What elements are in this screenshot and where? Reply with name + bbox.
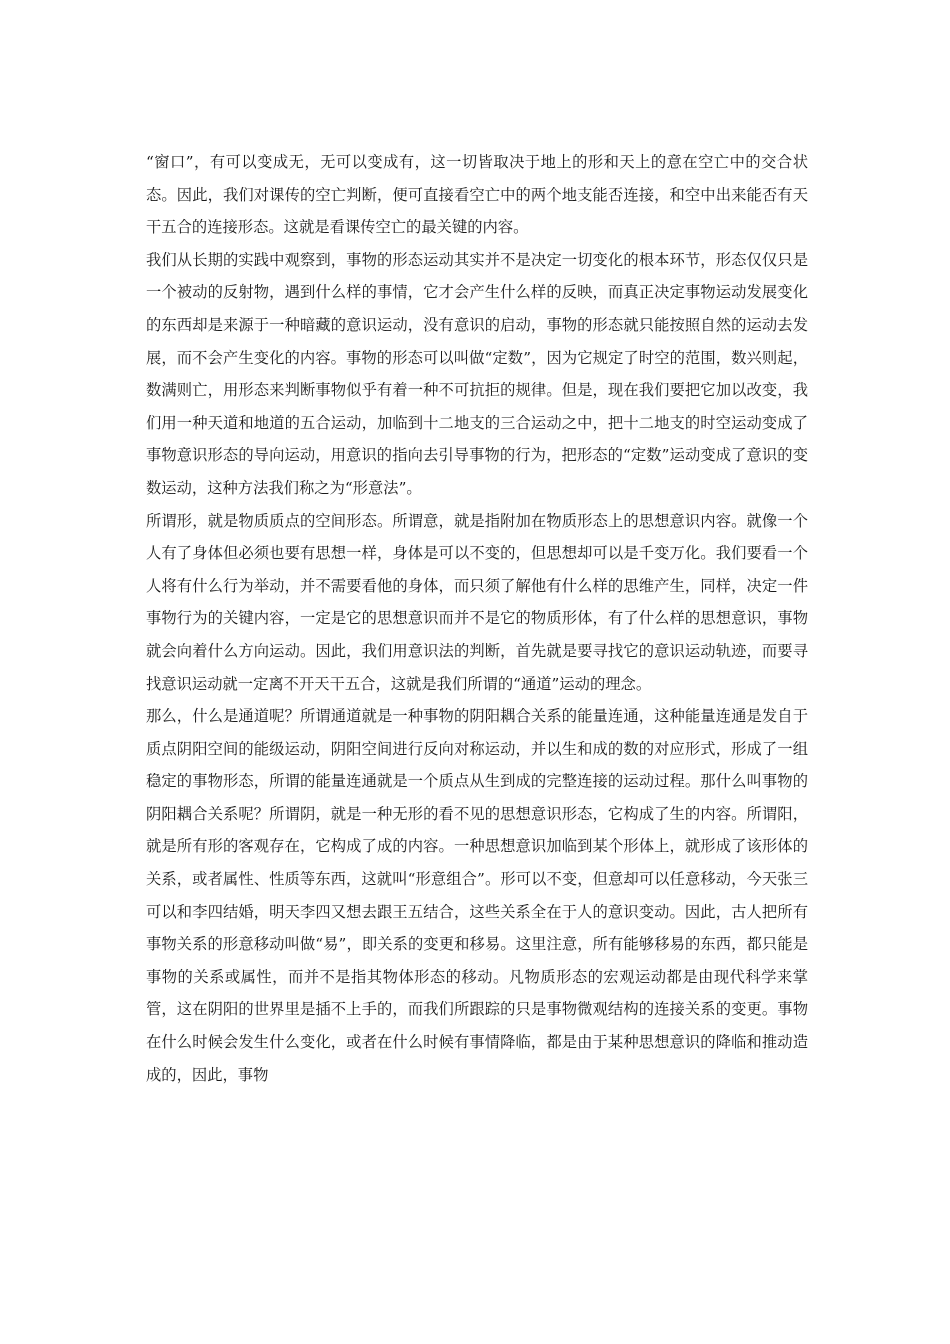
body-text [146, 146, 808, 1091]
paragraph-1: “窗口”，有可以变成无，无可以变成有，这一切皆取决于地上的形和天上的意在空亡中的交合状态。因此，我们对课传的空亡判断，便可直接看空亡中的两个地支能否连接，和空中出来能否有天干五合的连接形态。这就是看课传空亡的最关键的内容。 [146, 153, 808, 237]
paragraph-2: 我们从长期的实践中观察到，事物的形态运动其实并不是决定一切变化的根本环节，形态仅仅只是一个被动的反射物，遇到什么样的事情，它才会产生什么样的反映，而真正决定事物运动发展变化的东西却是来源于一种暗藏的意识运动，没有意识的启动，事物的形态就只能按照自然的运动去发展，而不会产生变化的内容。事物的形态可以叫做“定数”，因为它规定了时空的范围，数兴则起，数满则亡，用形态来判断事物似乎有着一种不可抗拒的规律。但是，现在我们要把它加以改变，我们用一种天道和地道的五合运动，加临到十二地支的三合运动之中，把十二地支的时空运动变成了事物意识形态的导向运动，用意识的指向去引导事物的行为，把形态的“定数”运动变成了意识的变数运动，这种方法我们称之为“形意法”。 [146, 250, 808, 497]
paragraph-4: 那么，什么是通道呢？所谓通道就是一种事物的阴阳耦合关系的能量连通，这种能量连通是发自于质点阴阳空间的能级运动，阴阳空间进行反向对称运动，并以生和成的数的对应形式，形成了一组稳定的事物形态，所谓的能量连通就是一个质点从生到成的完整连接的运动过程。那什么叫事物的阴阳耦合关系呢？所谓阴，就是一种无形的看不见的思想意识形态，它构成了生的内容。所谓阳，就是所有形的客观存在，它构成了成的内容。一种思想意识加临到某个形体上，就形成了该形体的关系，或者属性、性质等东西，这就叫“形意组合”。形可以不变，但意却可以任意移动，今天张三可以和李四结婚，明天李四又想去跟王五结合，这些关系全在于人的意识变动。因此，古人把所有事物关系的形意移动叫做“易”，即关系的变更和移易。这里注意，所有能够移易的东西，都只能是事物的关系或属性，而并不是指其物体形态的移动。凡物质形态的宏观运动都是由现代科学来掌管，这在阴阳的世界里是插不上手的，而我们所跟踪的只是事物微观结构的连接关系的变更。事物在什么时候会发生什么变化，或者在什么时候有事情降临，都是由于某种思想意识的降临和推动造成的，因此，事物 [146, 707, 808, 1084]
paragraph-3: 所谓形，就是物质质点的空间形态。所谓意，就是指附加在物质形态上的思想意识内容。就像一个人有了身体但必须也要有思想一样，身体是可以不变的，但思想却可以是千变万化。我们要看一个人将有什么行为举动，并不需要看他的身体，而只须了解他有什么样的思维产生，同样，决定一件事物行为的关键内容，一定是它的思想意识而并不是它的物质形体，有了什么样的思想意识，事物就会向着什么方向运动。因此，我们用意识法的判断，首先就是要寻找它的意识运动轨迹，而要寻找意识运动就一定离不开天干五合，这就是我们所谓的“通道”运动的理念。 [146, 511, 808, 693]
